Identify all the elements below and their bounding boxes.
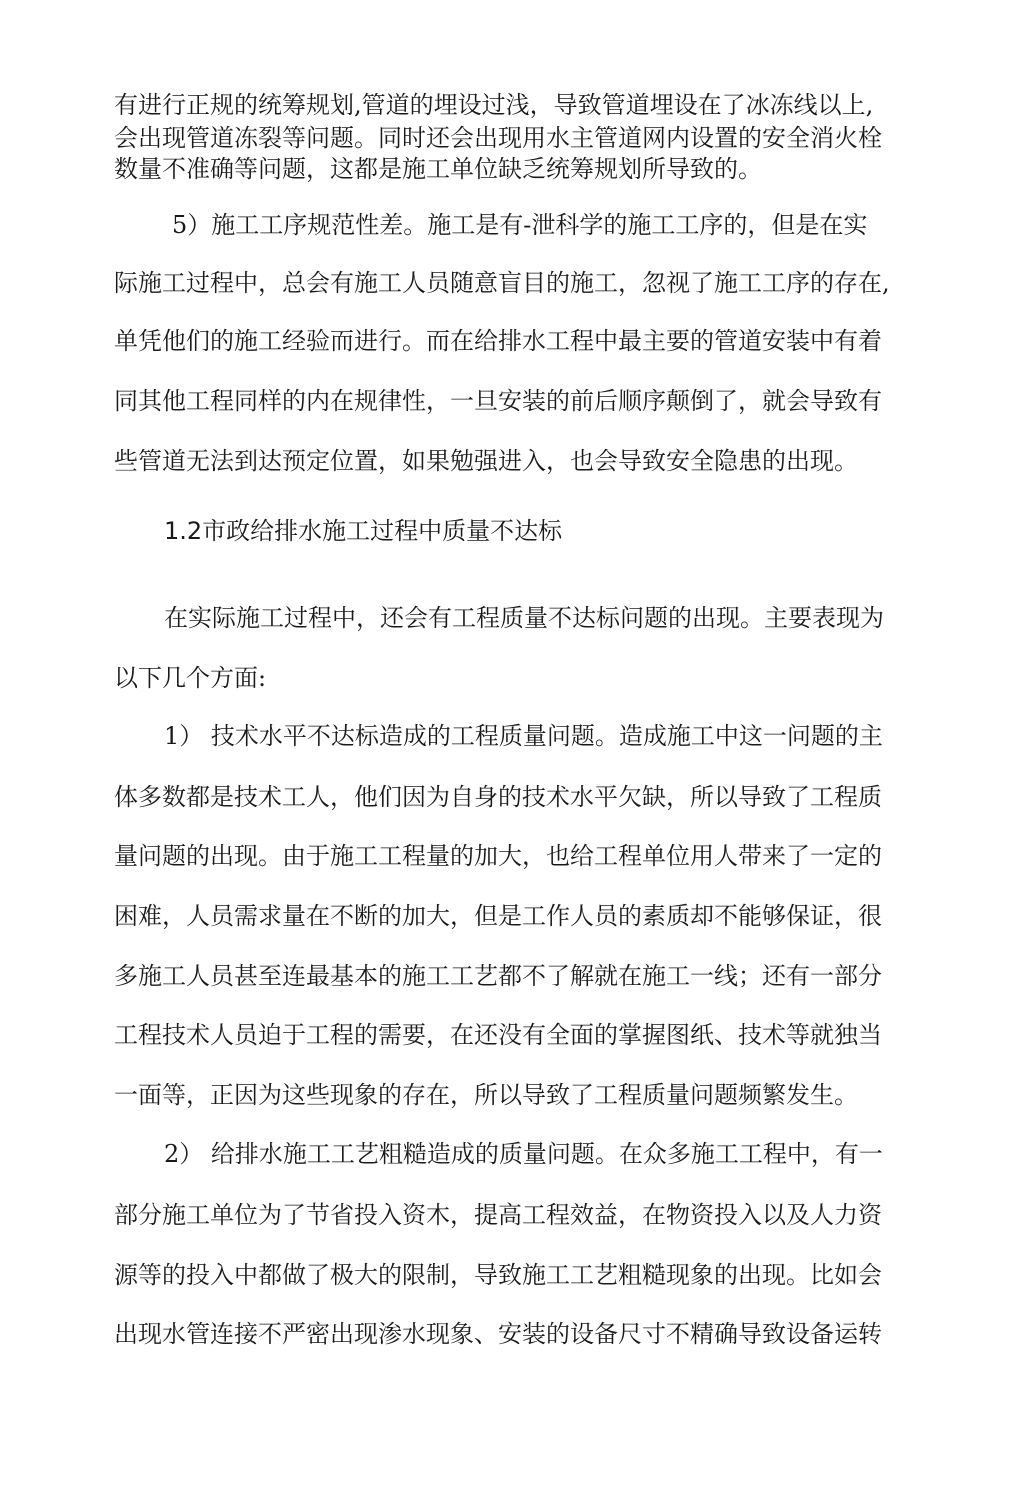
text-line: 出现水管连接不严密出现渗水现象、安装的设备尺寸不精确导致设备运转	[114, 1320, 882, 1348]
text-line: 部分施工单位为了节省投入资木，提高工程效益，在物资投入以及人力资	[114, 1201, 882, 1229]
text-line: 工程技术人员迫于工程的需要，在还没有全面的掌握图纸、技术等就独当	[114, 1021, 882, 1049]
text-line: 源等的投入中都做了极大的限制，导致施工工艺粗糙现象的出现。比如会	[114, 1261, 882, 1289]
text-line: 有进行正规的统筹规划,管道的埋设过浅，导致管道埋设在了冰冻线以上,	[114, 91, 874, 119]
text-line: 一面等，正因为这些现象的存在，所以导致了工程质量问题频繁发生。	[114, 1081, 858, 1109]
text-line: 单凭他们的施工经验而进行。而在给排水工程中最主要的管道安装中有着	[114, 327, 882, 355]
text-line: 体多数都是技术工人，他们因为自身的技术水平欠缺，所以导致了工程质	[114, 783, 882, 811]
text-line: 数量不准确等问题，这都是施工单位缺乏统筹规划所导致的。	[114, 155, 762, 183]
text-line: 同其他工程同样的内在规律性，一旦安装的前后顺序颠倒了，就会导致有	[114, 387, 882, 415]
text-line: 际施工过程中，总会有施工人员随意盲目的施工，忽视了施工工序的存在,	[114, 269, 890, 297]
text-line: 多施工人员甚至连最基本的施工工艺都不了解就在施工一线；还有一部分	[114, 962, 882, 990]
text-line: 困难，人员需求量在不断的加大，但是工作人员的素质却不能够保证，很	[114, 902, 882, 930]
text-line: 在实际施工过程中，还会有工程质量不达标问题的出现。主要表现为	[164, 604, 884, 632]
text-line: 以下几个方面:	[114, 664, 267, 692]
text-line: 1） 技术水平不达标造成的工程质量问题。造成施工中这一问题的主	[164, 722, 883, 750]
text-line: 些管道无法到达预定位置，如果勉强进入，也会导致安全隐患的出现。	[114, 447, 858, 475]
text-line: 会出现管道冻裂等问题。同时还会出现用水主管道网内设置的安全消火栓	[114, 124, 882, 152]
text-line: 5）施工工序规范性差。施工是有-泄科学的施工工序的，但是在实	[172, 211, 868, 239]
text-line: 量问题的出现。由于施工工程量的加大，也给工程单位用人带来了一定的	[114, 842, 882, 870]
section-heading: 1.2市政给排水施工过程中质量不达标	[164, 517, 563, 545]
text-line: 2） 给排水施工工艺粗糙造成的质量问题。在众多施工工程中，有一	[164, 1140, 883, 1168]
